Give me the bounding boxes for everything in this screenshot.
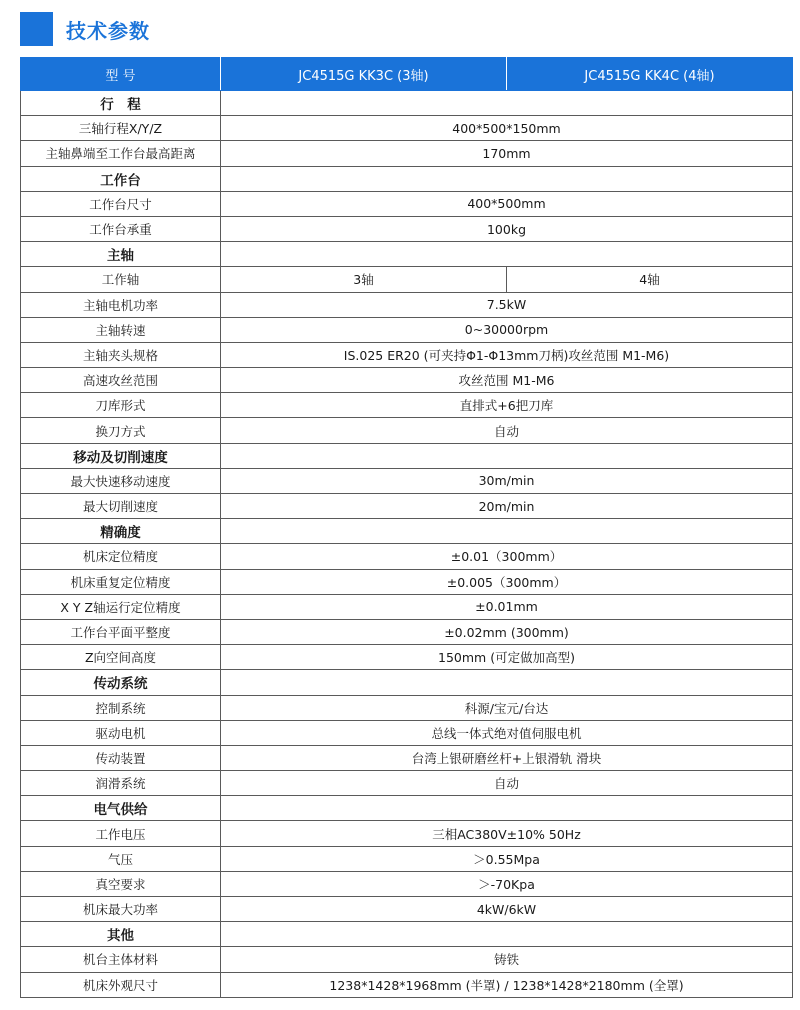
table-row <box>21 569 793 594</box>
row-value: ±0.005（300mm） <box>221 569 793 594</box>
row-value: 直排式+6把刀库 <box>221 393 793 418</box>
row-value: 自动 <box>221 418 793 443</box>
row-value: ＞-70Kpa <box>221 871 793 896</box>
row-label: 机台主体材料 <box>21 947 221 972</box>
table-row <box>21 745 793 770</box>
section-title: 精确度 <box>21 519 221 544</box>
section-title: 传动系统 <box>21 670 221 695</box>
row-label: 主轴夹头规格 <box>21 342 221 367</box>
row-label: 机床定位精度 <box>21 544 221 569</box>
header-model-label: 型 号 <box>21 58 221 91</box>
row-value: 三相AC380V±10% 50Hz <box>221 821 793 846</box>
table-row <box>21 393 793 418</box>
row-label: 机床最大功率 <box>21 897 221 922</box>
row-value: 7.5kW <box>221 292 793 317</box>
section-row <box>21 166 793 191</box>
table-row <box>21 594 793 619</box>
row-value: 1238*1428*1968mm (半罩) / 1238*1428*2180mm (全罩) <box>221 972 793 997</box>
section-row <box>21 796 793 821</box>
row-label: 机床外观尺寸 <box>21 972 221 997</box>
row-label: 高速攻丝范围 <box>21 368 221 393</box>
section-title: 主轴 <box>21 242 221 267</box>
table-row <box>21 846 793 871</box>
table-row <box>21 292 793 317</box>
section-title: 行 程 <box>21 91 221 116</box>
row-value: ±0.01（300mm） <box>221 544 793 569</box>
row-value: 30m/min <box>221 468 793 493</box>
row-value: ±0.01mm <box>221 594 793 619</box>
row-value: 铸铁 <box>221 947 793 972</box>
row-label: 工作台承重 <box>21 216 221 241</box>
row-value: 科源/宝元/台达 <box>221 695 793 720</box>
table-row <box>21 216 793 241</box>
row-value: ±0.02mm (300mm) <box>221 619 793 644</box>
section-title: 其他 <box>21 922 221 947</box>
table-row <box>21 494 793 519</box>
header-model-b: JC4515G KK4C (4轴) <box>507 58 793 91</box>
row-label: 润滑系统 <box>21 771 221 796</box>
row-label: 传动装置 <box>21 745 221 770</box>
table-row <box>21 619 793 644</box>
section-row <box>21 922 793 947</box>
row-label: 驱动电机 <box>21 720 221 745</box>
row-value: 100kg <box>221 216 793 241</box>
table-row <box>21 267 793 292</box>
table-row <box>21 972 793 997</box>
row-label: 主轴转速 <box>21 317 221 342</box>
table-row <box>21 191 793 216</box>
row-value: 4kW/6kW <box>221 897 793 922</box>
header-model-a: JC4515G KK3C (3轴) <box>221 58 507 91</box>
section-spacer <box>221 922 793 947</box>
row-label: Z向空间高度 <box>21 645 221 670</box>
row-value-a: 3轴 <box>221 267 507 292</box>
section-spacer <box>221 242 793 267</box>
section-spacer <box>221 796 793 821</box>
row-value: 自动 <box>221 771 793 796</box>
table-row <box>21 947 793 972</box>
row-value: 0~30000rpm <box>221 317 793 342</box>
section-row <box>21 519 793 544</box>
section-spacer <box>221 670 793 695</box>
row-value-b: 4轴 <box>507 267 793 292</box>
row-label: 工作轴 <box>21 267 221 292</box>
table-row <box>21 468 793 493</box>
row-label: 主轴电机功率 <box>21 292 221 317</box>
row-label: 三轴行程X/Y/Z <box>21 116 221 141</box>
section-title: 移动及切削速度 <box>21 443 221 468</box>
row-label: 气压 <box>21 846 221 871</box>
row-label: 最大快速移动速度 <box>21 468 221 493</box>
section-spacer <box>221 166 793 191</box>
section-spacer <box>221 91 793 116</box>
row-label: 控制系统 <box>21 695 221 720</box>
section-row <box>21 242 793 267</box>
row-value: 台湾上银研磨丝杆+上银滑轨 滑块 <box>221 745 793 770</box>
row-label: 工作台尺寸 <box>21 191 221 216</box>
section-title: 电气供给 <box>21 796 221 821</box>
spec-table <box>20 57 793 998</box>
table-row <box>21 368 793 393</box>
section-header <box>20 12 150 46</box>
section-title: 工作台 <box>21 166 221 191</box>
row-label: 换刀方式 <box>21 418 221 443</box>
table-row <box>21 695 793 720</box>
row-label: 工作台平面平整度 <box>21 619 221 644</box>
row-label: 刀库形式 <box>21 393 221 418</box>
table-row <box>21 544 793 569</box>
section-spacer <box>221 519 793 544</box>
row-value: IS.025 ER20 (可夹持Φ1-Φ13mm刀柄)攻丝范围 M1-M6) <box>221 342 793 367</box>
section-row <box>21 443 793 468</box>
row-label: 工作电压 <box>21 821 221 846</box>
row-label: 真空要求 <box>21 871 221 896</box>
table-row <box>21 418 793 443</box>
section-spacer <box>221 443 793 468</box>
table-row <box>21 645 793 670</box>
table-row <box>21 720 793 745</box>
row-value: 150mm (可定做加高型) <box>221 645 793 670</box>
row-value: 400*500mm <box>221 191 793 216</box>
table-row <box>21 141 793 166</box>
row-label: 机床重复定位精度 <box>21 569 221 594</box>
table-row <box>21 897 793 922</box>
table-row <box>21 116 793 141</box>
row-value: 20m/min <box>221 494 793 519</box>
row-value: 400*500*150mm <box>221 116 793 141</box>
table-row <box>21 317 793 342</box>
row-label: 最大切削速度 <box>21 494 221 519</box>
row-value: ＞0.55Mpa <box>221 846 793 871</box>
row-value: 攻丝范围 M1-M6 <box>221 368 793 393</box>
table-header-row <box>21 58 793 91</box>
table-row <box>21 871 793 896</box>
accent-bar <box>20 12 53 46</box>
row-value: 总线一体式绝对值伺服电机 <box>221 720 793 745</box>
row-value: 170mm <box>221 141 793 166</box>
table-row <box>21 771 793 796</box>
row-label: X Y Z轴运行定位精度 <box>21 594 221 619</box>
table-row <box>21 821 793 846</box>
page-title: 技术参数 <box>66 18 150 43</box>
section-row <box>21 670 793 695</box>
section-row <box>21 91 793 116</box>
row-label: 主轴鼻端至工作台最高距离 <box>21 141 221 166</box>
table-row <box>21 342 793 367</box>
